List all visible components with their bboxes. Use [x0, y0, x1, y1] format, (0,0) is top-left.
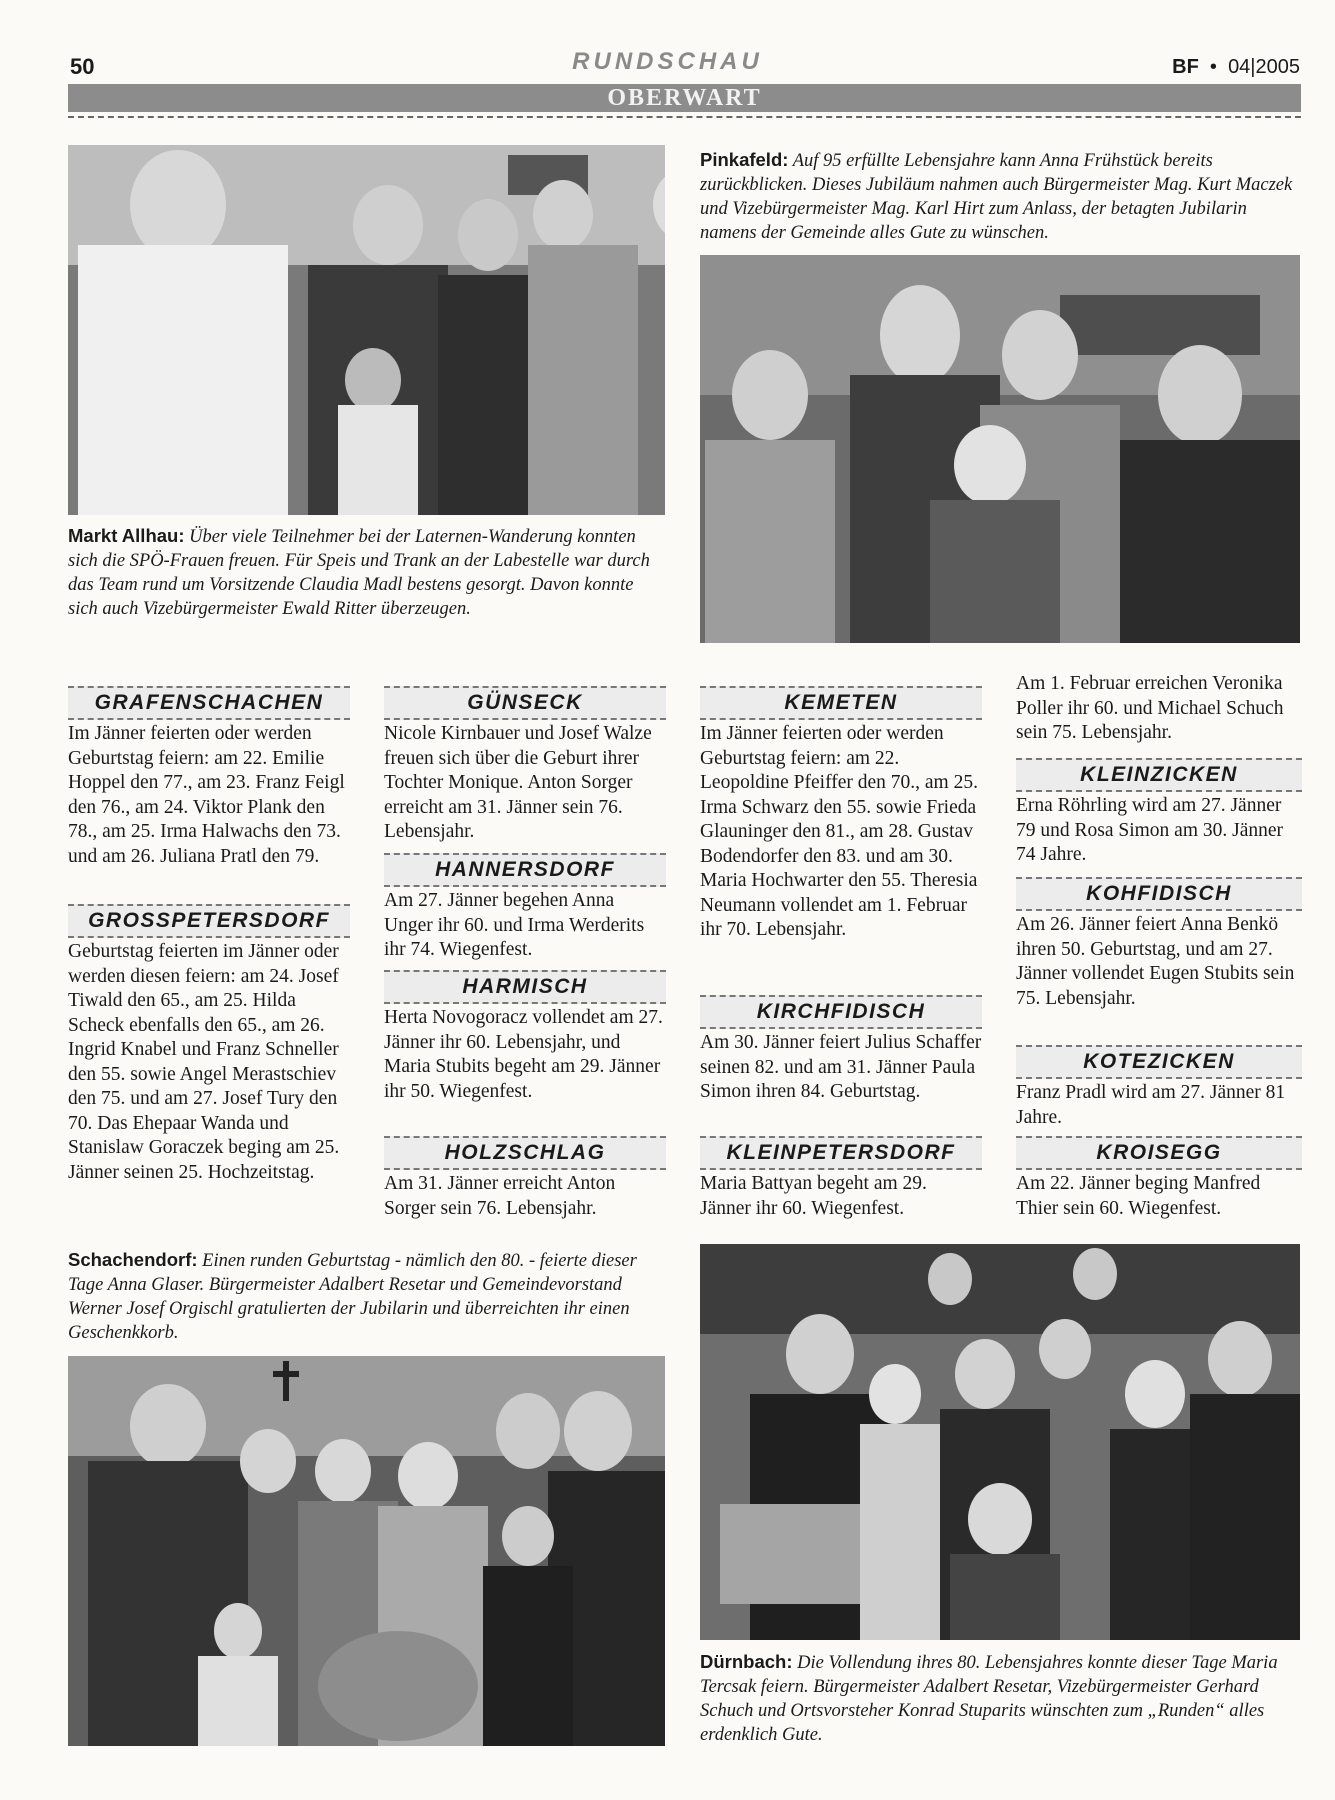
page-number: 50 — [70, 54, 95, 79]
text-grafenschachen: Im Jänner feierten oder werden Geburtstag feiern: am 22. Emilie Hoppel den 77., am 23. Franz Feigl den 76., am 24. Viktor Plank den 78., am 25. Irma Halwachs den 73. und am 26. Juliana Pratl den 79. — [68, 723, 345, 867]
heading-kotezicken: KOTEZICKEN — [1016, 1045, 1302, 1079]
text-kemeten-continued: Am 1. Februar erreichen Veronika Poller ihr 60. und Michael Schuch sein 75. Lebensjahr. — [1016, 673, 1284, 743]
photo-schachendorf — [68, 1356, 665, 1746]
caption-place: Pinkafeld: — [700, 149, 789, 170]
photo-pinkafeld — [700, 255, 1300, 643]
caption-place: Markt Allhau: — [68, 525, 185, 546]
caption-text: Die Vollendung ihres 80. Lebensjahres konnte dieser Tage Maria Tercsak feiern. Bürgermeister Adalbert Resetar, Vizebürgermeister Gerhard Schuch und Ortsvorsteher Konrad Stuparits wünschten zum „Runden“ alles erdenklich Gute. — [700, 1653, 1278, 1745]
caption-markt-allhau — [68, 524, 665, 621]
text-kleinzicken: Erna Röhrling wird am 27. Jänner 79 und Rosa Simon am 30. Jänner 74 Jahre. — [1016, 795, 1284, 865]
text-kleinpetersdorf: Maria Battyan begeht am 29. Jänner ihr 60. Wiegenfest. — [700, 1173, 927, 1219]
heading-harmisch: HARMISCH — [384, 970, 666, 1004]
caption-pinkafeld — [700, 148, 1300, 245]
photo-duernbach — [700, 1244, 1300, 1640]
heading-grosspetersdorf: GROSSPETERSDORF — [68, 904, 350, 938]
caption-place: Dürnbach: — [700, 1651, 793, 1672]
text-kohfidisch: Am 26. Jänner feiert Anna Benkö ihren 50. Geburtstag, und am 27. Jänner vollendet Eugen Stubits sein 75. Lebensjahr. — [1016, 914, 1295, 1009]
text-kotezicken: Franz Pradl wird am 27. Jänner 81 Jahre. — [1016, 1082, 1286, 1128]
text-holzschlag: Am 31. Jänner erreicht Anton Sorger sein 76. Lebensjahr. — [384, 1173, 616, 1219]
heading-kohfidisch: KOHFIDISCH — [1016, 877, 1302, 911]
heading-grafenschachen: GRAFENSCHACHEN — [68, 686, 350, 720]
heading-kirchfidisch: KIRCHFIDISCH — [700, 995, 982, 1029]
text-kirchfidisch: Am 30. Jänner feiert Julius Schaffer seinen 82. und am 31. Jänner Paula Simon ihren 84. Geburtstag. — [700, 1032, 982, 1102]
text-harmisch: Herta Novogoracz vollendet am 27. Jänner ihr 60. Lebensjahr, und Maria Stubits begeht am 29. Jänner ihr 50. Wiegenfest. — [384, 1007, 663, 1102]
publication-name: BF — [1172, 56, 1199, 78]
text-guenseck: Nicole Kirnbauer und Josef Walze freuen sich über die Geburt ihrer Tochter Monique. Anton Sorger erreicht am 31. Jänner sein 76. Lebensjahr. — [384, 723, 652, 842]
text-hannersdorf: Am 27. Jänner begehen Anna Unger ihr 60. und Irma Werderits ihr 74. Wiegenfest. — [384, 890, 645, 960]
heading-kroisegg: KROISEGG — [1016, 1136, 1302, 1170]
header-divider — [68, 116, 1301, 118]
issue-info — [1172, 56, 1300, 79]
text-kroisegg: Am 22. Jänner beging Manfred Thier sein 60. Wiegenfest. — [1016, 1173, 1261, 1219]
caption-duernbach — [700, 1650, 1300, 1747]
heading-guenseck: GÜNSECK — [384, 686, 666, 720]
heading-kleinzicken: KLEINZICKEN — [1016, 758, 1302, 792]
section-band — [68, 84, 1301, 112]
newspaper-title: RUNDSCHAU — [572, 48, 763, 75]
heading-kleinpetersdorf: KLEINPETERSDORF — [700, 1136, 982, 1170]
caption-schachendorf — [68, 1248, 665, 1345]
caption-place: Schachendorf: — [68, 1249, 198, 1270]
photo-markt-allhau — [68, 145, 665, 515]
caption-text: Einen runden Geburtstag - nämlich den 80. - feierte dieser Tage Anna Glaser. Bürgermeister Adalbert Resetar und Gemeindevorstand Werner Josef Orgischl gratulierten der Jubilarin und überreichten ihr einen Geschenkkorb. — [68, 1251, 637, 1343]
heading-holzschlag: HOLZSCHLAG — [384, 1136, 666, 1170]
heading-hannersdorf: HANNERSDORF — [384, 853, 666, 887]
issue-number: 04|2005 — [1228, 56, 1300, 78]
heading-kemeten: KEMETEN — [700, 686, 982, 720]
caption-text: Über viele Teilnehmer bei der Laternen-Wanderung konnten sich die SPÖ-Frauen freuen. Für Speis und Trank an der Labestelle war durch das Team rund um Vorsitzende Claudia Madl bestens gesorgt. Davon konnte sich auch Vizebürgermeister Ewald Ritter überzeugen. — [68, 527, 650, 619]
bullet: • — [1204, 56, 1223, 78]
text-grosspetersdorf: Geburtstag feierten im Jänner oder werden diesen feiern: am 24. Josef Tiwald den 65., am 25. Hilda Scheck ebenfalls den 65., am 26. Ingrid Knabel und Franz Schneller den 55. sowie Angel Merastschiev den 75. und am 27. Josef Tury den 70. Das Ehepaar Wanda und Stanislaw Goraczek beging am 25. Jänner seinen 25. Hochzeitstag. — [68, 941, 340, 1183]
section-name: OBERWART — [607, 85, 762, 111]
caption-text: Auf 95 erfüllte Lebensjahre kann Anna Frühstück bereits zurückblicken. Dieses Jubiläum nahmen auch Bürgermeister Mag. Kurt Maczek und Vizebürgermeister Mag. Karl Hirt zum Anlass, der betagten Jubilarin namens der Gemeinde alles Gute zu wünschen. — [700, 151, 1293, 243]
text-kemeten: Im Jänner feierten oder werden Geburtstag feiern: am 22. Leopoldine Pfeiffer den 70., am 25. Irma Schwarz den 55. sowie Frieda Glauninger den 81., am 28. Gustav Bodendorfer den 83. und am 30. Maria Hochwarter den 55. Theresia Neumann vollendet am 1. Februar ihr 70. Lebensjahr. — [700, 723, 978, 940]
